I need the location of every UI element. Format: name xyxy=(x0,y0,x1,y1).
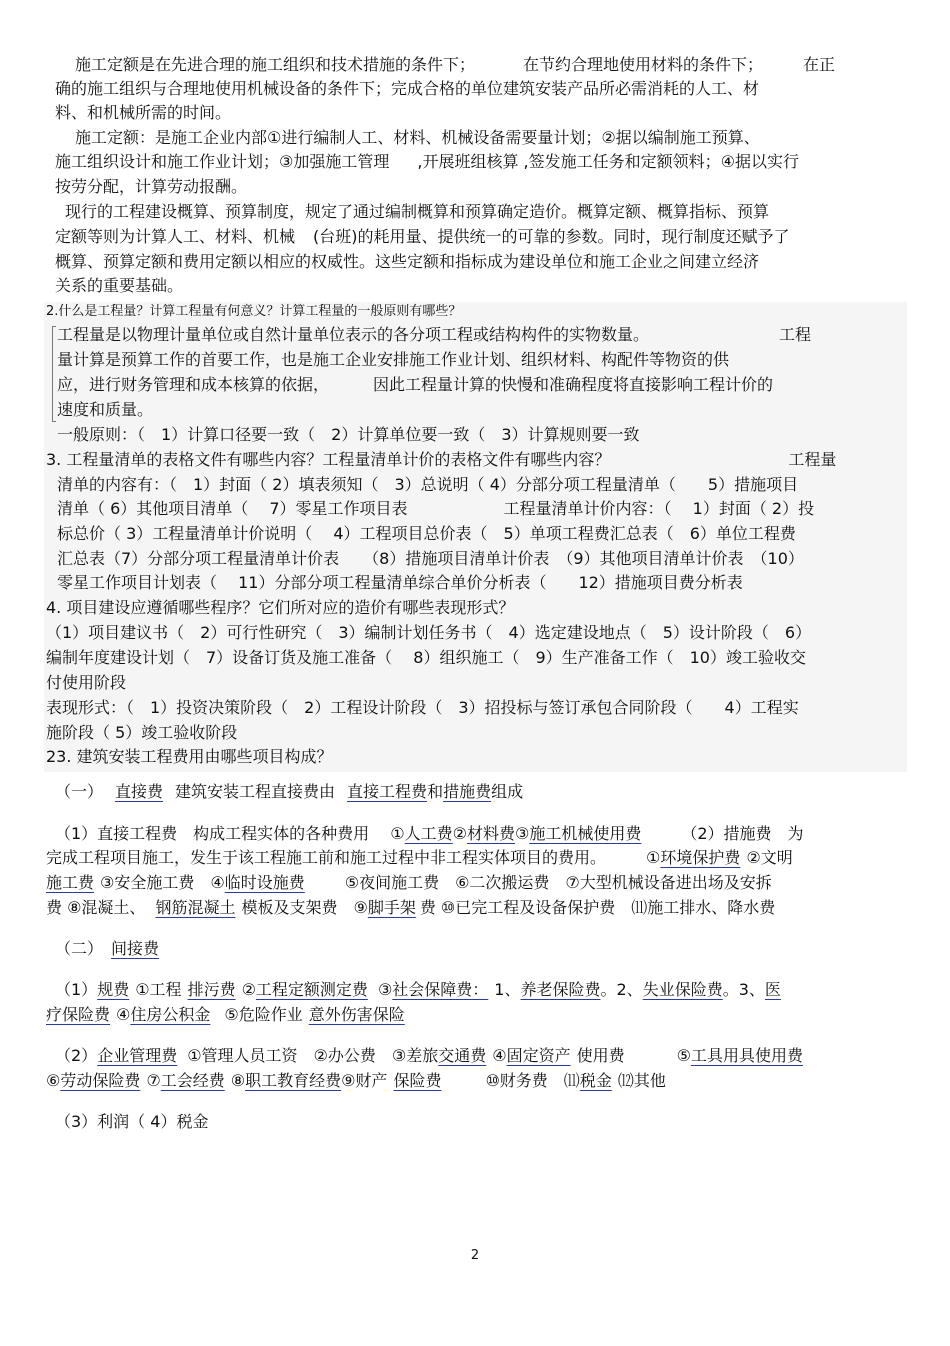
text-run: 清单（ 6）其他项目清单（ 7）零星工作项目表 xyxy=(57,499,408,518)
para-line: 关系的重要基础。 xyxy=(55,276,184,295)
text-run: ③安全施工费 ④ xyxy=(100,873,225,892)
para-line xyxy=(57,373,773,397)
text-run: ③ xyxy=(515,824,530,843)
underlined-term: 规费 xyxy=(97,980,130,999)
text-run: 。3、 xyxy=(722,980,765,999)
page-number: 2 xyxy=(470,1248,480,1263)
text-run: （2）措施费 为 xyxy=(681,824,804,843)
underlined-term: 人工费 xyxy=(404,824,453,843)
text-run: (台班)的耗用量、提供统一的可靠的参数。同时，现行制度还赋予了 xyxy=(313,227,790,246)
underlined-term: 意外伤害保险 xyxy=(308,1005,405,1024)
text-run: ⑦ xyxy=(146,1071,161,1090)
underlined-term: 措施费 xyxy=(443,782,492,801)
text-run: （1）直接工程费 构成工程实体的各种费用 ① xyxy=(55,824,405,843)
para-line xyxy=(46,1003,405,1027)
para-line: 料、和机械所需的时间。 xyxy=(55,103,232,122)
question-heading: 4. 项目建设应遵循哪些程序？它们所对应的造价有哪些表现形式？ xyxy=(46,598,515,617)
text-run: 模板及支架费 ⑨ xyxy=(241,898,368,917)
text-run: 工程 xyxy=(779,325,812,344)
underlined-term: 劳动保险费 xyxy=(60,1071,141,1090)
text-run: 完成工程项目施工，发生于该工程施工前和施工过程中非工程实体项目的费用。 xyxy=(46,848,607,867)
text-run: 应，进行财务管理和成本核算的依据， xyxy=(57,375,330,394)
para-line: 付使用阶段 xyxy=(46,673,127,692)
text-run: ⑤ xyxy=(676,1046,691,1065)
text-run: ⑥ xyxy=(46,1071,61,1090)
text-run: 费 ⑧混凝土、 xyxy=(46,898,146,917)
text-run: ①工程 xyxy=(135,980,182,999)
text-run: 1、 xyxy=(494,980,521,999)
para-line xyxy=(75,53,835,77)
para-line: 表现形式：（ 1）投资决策阶段（ 2）工程设计阶段（ 3）招投标与签订承包合同阶段（ 4）工程实 xyxy=(46,698,799,717)
text-run: ⑿其他 xyxy=(617,1071,666,1090)
text-run: ⑧ xyxy=(230,1071,246,1090)
para-line: 量计算是预算工作的首要工作，也是施工企业安排施工作业计划、组织材料、构配件等物资的供 xyxy=(57,350,730,369)
text-run: 施工组织设计和施工作业计划；③加强施工管理 xyxy=(55,152,390,171)
para-line xyxy=(46,871,772,895)
underlined-term: 施工费 xyxy=(46,873,95,892)
underlined-term: 排污费 xyxy=(187,980,236,999)
underlined-term: 工具用具使用费 xyxy=(690,1046,803,1065)
underlined-term: 疗保险费 xyxy=(46,1005,111,1024)
text-run: 使用费 xyxy=(576,1046,625,1065)
underlined-term: 养老保险费 xyxy=(520,980,601,999)
para-line xyxy=(55,822,804,846)
text-run: 和 xyxy=(427,782,444,801)
underlined-term: 住房公积金 xyxy=(130,1005,211,1024)
text-run: ②文明 xyxy=(746,848,793,867)
question-heading: 2.什么是工程量？计算工程量有何意义？计算工程量的一般原则有哪些？ xyxy=(46,304,462,319)
underlined-term: 工程定额测定费 xyxy=(255,980,368,999)
text-run: ④ xyxy=(492,1046,507,1065)
text-run: ⑤危险作业 xyxy=(224,1005,303,1024)
text-run: ② xyxy=(241,980,256,999)
text-run: 3. 工程量清单的表格文件有哪些内容？工程量清单计价的表格文件有哪些内容？ xyxy=(46,450,611,469)
para-line: 标总价（ 3）工程量清单计价说明（ 4）工程项目总价表（ 5）单项工程费汇总表（ 6）单位工程费 xyxy=(57,524,796,543)
para-line: 零星工作项目计划表（ 11）分部分项工程量清单综合单价分析表（ 12）措施项目费分析表 xyxy=(57,573,743,592)
text-run: 工程量 xyxy=(788,450,837,469)
underlined-term: 失业保险费 xyxy=(642,980,723,999)
para-line: 按劳分配，计算劳动报酬。 xyxy=(55,177,248,196)
margin-bracket xyxy=(52,326,56,422)
text-run: 建筑安装工程直接费由 xyxy=(175,782,336,801)
underlined-term: 企业管理费 xyxy=(97,1046,178,1065)
underlined-term: 施工机械使用费 xyxy=(529,824,642,843)
text-run: ⑩财务费 ⑾ xyxy=(485,1071,580,1090)
para-line: 速度和质量。 xyxy=(57,400,154,419)
underlined-term: 税金 xyxy=(579,1071,612,1090)
para-line: 现行的工程建设概算、预算制度，规定了通过编制概算和预算确定造价。概算定额、概算指标、预算 xyxy=(65,202,770,221)
para-line xyxy=(55,1044,803,1068)
text-run: ① xyxy=(646,848,661,867)
text-run: 。2、 xyxy=(600,980,643,999)
question-heading xyxy=(46,448,836,472)
para-line xyxy=(46,896,775,920)
underlined-term: 临时设施费 xyxy=(224,873,305,892)
para-line xyxy=(46,846,793,870)
text-run: （二） xyxy=(55,939,104,958)
underlined-term: 环境保护费 xyxy=(660,848,741,867)
text-run: ⑨财产 xyxy=(341,1071,388,1090)
text-run: （一） xyxy=(55,782,104,801)
underlined-term: 职工教育经费 xyxy=(245,1071,342,1090)
text-run: 在正 xyxy=(803,55,836,74)
underlined-term: 间接费 xyxy=(111,939,160,958)
text-run: ② xyxy=(452,824,467,843)
underlined-term: 社会保障费： xyxy=(392,980,489,999)
para-line: 清单的内容有：（ 1）封面（ 2）填表须知（ 3）总说明（ 4）分部分项工程量清单（ 5）措施项目 xyxy=(57,475,799,494)
text-run: 工程量清单计价内容：（ 1）封面（ 2）投 xyxy=(503,499,815,518)
para-line: （1）项目建议书（ 2）可行性研究（ 3）编制计划任务书（ 4）选定建设地点（ 5）设计阶段（ 6） xyxy=(46,623,812,642)
underlined-term: 材料费 xyxy=(466,824,515,843)
para-line: （3）利润（ 4）税金 xyxy=(55,1112,209,1131)
para-line: 汇总表（7）分部分项工程量清单计价表 （8）措施项目清单计价表 （9）其他项目清单计价表 （10） xyxy=(57,549,804,568)
underlined-term: 交通费 xyxy=(438,1046,487,1065)
para-line xyxy=(55,150,799,174)
text-run: ③ xyxy=(377,980,393,999)
text-run: 在节约合理地使用材料的条件下； xyxy=(523,55,764,74)
para-line xyxy=(55,780,523,804)
para-line: 施阶段（ 5）竣工验收阶段 xyxy=(46,723,238,742)
text-run: 组成 xyxy=(491,782,524,801)
text-run: （2） xyxy=(55,1046,98,1065)
underlined-term: 钢筋混凝土 xyxy=(155,898,236,917)
underlined-term: 脚手架 xyxy=(367,898,416,917)
para-line xyxy=(57,323,811,347)
para-line: 概算、预算定额和费用定额以相应的权威性。这些定额和指标成为建设单位和施工企业之间建立经济 xyxy=(55,252,760,271)
underlined-term: 保险费 xyxy=(393,1071,442,1090)
para-line: 施工定额：是施工企业内部①进行编制人工、材料、机械设备需要量计划；②据以编制施工预算、 xyxy=(75,128,760,147)
underlined-term: 医 xyxy=(764,980,781,999)
text-run: 因此工程量计算的快慢和准确程度将直接影响工程计价的 xyxy=(373,375,774,394)
text-run: 施工定额是在先进合理的施工组织和技术措施的条件下； xyxy=(75,55,476,74)
text-run: 费 ⑩已完工程及设备保护费 ⑾施工排水、降水费 xyxy=(419,898,776,917)
para-line: 一般原则：（ 1）计算口径要一致（ 2）计算单位要一致（ 3）计算规则要一致 xyxy=(57,425,640,444)
underlined-term: 直接费 xyxy=(115,782,164,801)
para-line xyxy=(55,978,781,1002)
text-run: ,开展班组核算 ,签发施工任务和定额领料；④据以实行 xyxy=(417,152,799,171)
text-run: ①管理人员工资 ②办公费 ③差旅 xyxy=(187,1046,439,1065)
question-heading: 23. 建筑安装工程费用由哪些项目构成？ xyxy=(46,747,333,766)
para-line xyxy=(46,1069,666,1093)
text-run: ⑤夜间施工费 ⑥二次搬运费 ⑦大型机械设备进出场及安拆 xyxy=(344,873,772,892)
text-run: （1） xyxy=(55,980,98,999)
text-run: 定额等则为计算人工、材料、机械 xyxy=(55,227,296,246)
para-line xyxy=(55,937,159,961)
text-run: 工程量是以物理计量单位或自然计量单位表示的各分项工程或结构构件的实物数量。 xyxy=(57,325,650,344)
underlined-term: 直接工程费 xyxy=(347,782,428,801)
underlined-term: 工会经费 xyxy=(160,1071,225,1090)
para-line: 确的施工组织与合理地使用机械设备的条件下；完成合格的单位建筑安装产品所必需消耗的人工、材 xyxy=(55,79,760,98)
para-line: 编制年度建设计划（ 7）设备订货及施工准备（ 8）组织施工（ 9）生产准备工作（ 10）竣工验收交 xyxy=(46,648,806,667)
underlined-term: 固定资产 xyxy=(506,1046,571,1065)
para-line xyxy=(55,225,790,249)
para-line xyxy=(57,497,814,521)
text-run: ④ xyxy=(116,1005,131,1024)
